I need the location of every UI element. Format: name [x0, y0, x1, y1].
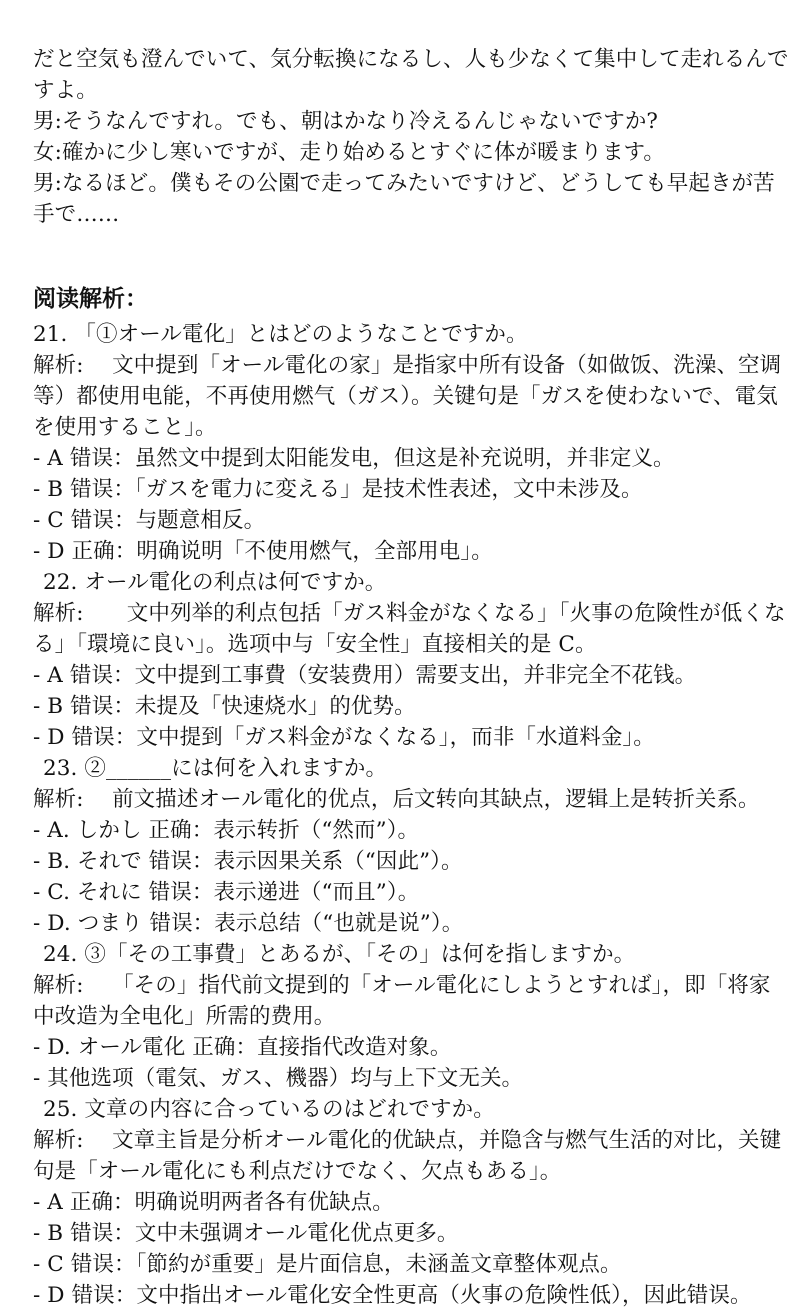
option-line: - A 正确：明确说明两者各有优缺点。 — [33, 1190, 394, 1215]
option-line: - B 错误：文中未强调オール電化优点更多。 — [33, 1221, 459, 1246]
option-line: - D 正确：明确说明「不使用燃气，全部用电」。 — [33, 539, 493, 564]
option-line: - D. つまり 错误：表示总结（“也就是说”）。 — [33, 911, 464, 936]
analysis-line: 解析: 文中提到「オール電化の家」是指家中所有设备（如做饭、洗澡、空调 — [33, 353, 782, 378]
dialogue-excerpt — [33, 44, 789, 230]
analysis-line: 句是「オール電化にも利点だけでなく、欠点もある」。 — [33, 1159, 562, 1184]
question-21-title: 21. 「①オール電化」とはどのようなことですか。 — [33, 322, 528, 347]
option-line: - 其他选项（電気、ガス、機器）均与上下文无关。 — [33, 1066, 524, 1091]
analysis-line: 中改造为全电化」所需的费用。 — [33, 1004, 336, 1029]
analysis-body — [33, 319, 786, 1311]
option-line: - D 错误：文中提到「ガス料金がなくなる」，而非「水道料金」。 — [33, 725, 655, 750]
option-line: - D. オール電化 正确：直接指代改造对象。 — [33, 1035, 452, 1060]
question-22-title: 22. オール電化の利点は何ですか。 — [43, 570, 387, 595]
section-title: 阅读解析： — [33, 286, 148, 312]
option-line: - B 错误：「ガスを電力に変える」是技术性表述，文中未涉及。 — [33, 477, 643, 502]
dialogue-line: すよ。 — [33, 78, 98, 103]
analysis-line: 解析: 文中列举的利点包括「ガス料金がなくなる」「火事の危険性が低くな — [33, 601, 786, 626]
section-heading-block — [33, 284, 775, 315]
option-line: - B 错误：未提及「快速烧水」的优势。 — [33, 694, 416, 719]
option-line: - A 错误：文中提到工事費（安装费用）需要支出，并非完全不花钱。 — [33, 663, 697, 688]
dialogue-line: 女:確かに少し寒いですが、走り始めるとすぐに体が暖まります。 — [33, 140, 666, 165]
analysis-line: 解析: 文章主旨是分析オール電化的优缺点，并隐含与燃气生活的对比，关键 — [33, 1128, 782, 1153]
option-line: - D 错误：文中指出オール電化安全性更高（火事の危険性低），因此错误。 — [33, 1283, 752, 1308]
option-line: - C 错误：与题意相反。 — [33, 508, 266, 533]
dialogue-line: 男:なるほど。僕もその公園で走ってみたいですけど、どうしても早起きが苦 — [33, 171, 775, 196]
dialogue-line: だと空気も澄んでいて、気分転換になるし、人も少なくて集中して走れるんで — [33, 47, 789, 72]
option-line: - B. それで 错误：表示因果关系（“因此”）。 — [33, 849, 463, 874]
analysis-line: る」「環境に良い」。选项中与「安全性」直接相关的是 C。 — [33, 632, 597, 657]
dialogue-line: 手で…… — [33, 202, 120, 227]
question-23-title: 23. ②______には何を入れますか。 — [43, 756, 388, 781]
option-line: - A 错误：虽然文中提到太阳能发电，但这是补充说明，并非定义。 — [33, 446, 675, 471]
analysis-line: 等）都使用电能，不再使用燃气（ガス）。关键句是「ガスを使わないで、電気 — [33, 384, 778, 409]
analysis-line: 解析: 「その」指代前文提到的「オール電化にしようとすれば」，即「将家 — [33, 973, 771, 998]
dialogue-line: 男:そうなんですれ。でも、朝はかなり冷えるんじゃないですか? — [33, 109, 659, 134]
analysis-line: を使用すること」。 — [33, 415, 217, 440]
option-line: - C 错误：「節約が重要」是片面信息，未涵盖文章整体观点。 — [33, 1252, 622, 1277]
option-line: - A. しかし 正确：表示转折（“然而”）。 — [33, 818, 420, 843]
question-25-title: 25. 文章の内容に合っているのはどれですか。 — [43, 1097, 495, 1122]
option-line: - C. それに 错误：表示递进（“而且”）。 — [33, 880, 420, 905]
question-24-title: 24. ③「その工事費」とあるが、「その」は何を指しますか。 — [43, 942, 636, 967]
analysis-line: 解析: 前文描述オール電化的优点，后文转向其缺点，逻辑上是转折关系。 — [33, 787, 760, 812]
